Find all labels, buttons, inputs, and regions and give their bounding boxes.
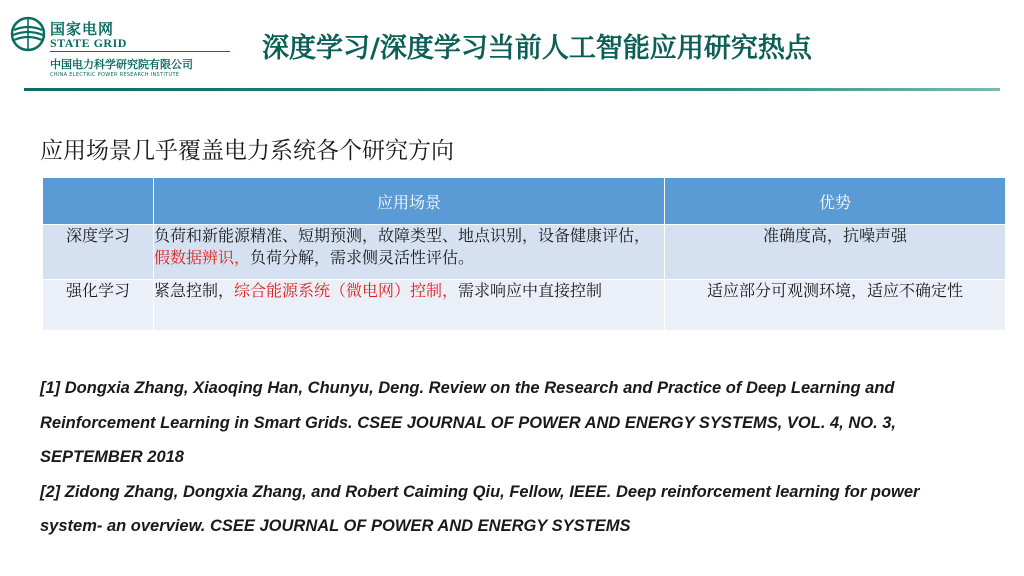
scenario-text-end: 负荷分解，需求侧灵活性评估。 [250,248,475,267]
references [40,371,985,544]
header-empty-cell [43,178,154,225]
table-header-row [43,178,1006,225]
scenario-text: 负荷和新能源精准、短期预测，故障类型、地点识别，设备健康评估， [154,226,651,245]
slide-title: 深度学习/深度学习当前人工智能应用研究热点 [262,33,812,64]
scenario-highlight: 假数据辨识， [154,248,251,267]
header-divider [24,88,1000,91]
header-advantage: 优势 [665,178,1006,225]
reference-item: [2] Zidong Zhang, Dongxia Zhang, and Robert Caiming Qiu, Fellow, IEEE. Deep reinforcement learning for power system- an overview. CSEE JOURNAL OF POWER AND ENERGY SYSTEMS [40,482,920,535]
institute-english-name: CHINA ELECTRIC POWER RESEARCH INSTITUTE [50,72,180,78]
method-name: 强化学习 [43,280,154,331]
institute-chinese-name: 中国电力科学研究院有限公司 [50,58,193,71]
slide-subtitle: 应用场景几乎覆盖电力系统各个研究方向 [40,138,454,164]
scenario-cell [154,280,665,331]
scenario-highlight: 综合能源系统（微电网）控制， [234,281,459,300]
header-application-scenario: 应用场景 [154,178,665,225]
state-grid-emblem-icon [10,16,46,52]
scenario-text: 紧急控制， [154,281,235,300]
reference-item: [1] Dongxia Zhang, Xiaoqing Han, Chunyu, Deng. Review on the Research and Practice of Deep Learning and Reinforcement Learning in Smart Grids. CSEE JOURNAL OF POWER AND ENERGY SYSTEMS, VOL. 4, NO. 3, SEPTEMBER 2018 [40,379,897,466]
table-row [43,225,1006,280]
scenario-cell [154,225,665,280]
method-name: 深度学习 [43,225,154,280]
logo-divider [50,51,230,52]
advantage-cell: 适应部分可观测环境，适应不确定性 [665,280,1006,331]
scenario-text-end: 需求响应中直接控制 [458,281,603,300]
advantage-cell: 准确度高，抗噪声强 [665,225,1006,280]
application-scenario-table [42,177,1006,331]
table-row [43,280,1006,331]
logo-english-name: STATE GRID [50,36,127,50]
logo-chinese-name: 国家电网 [50,20,115,38]
state-grid-logo [8,14,228,84]
